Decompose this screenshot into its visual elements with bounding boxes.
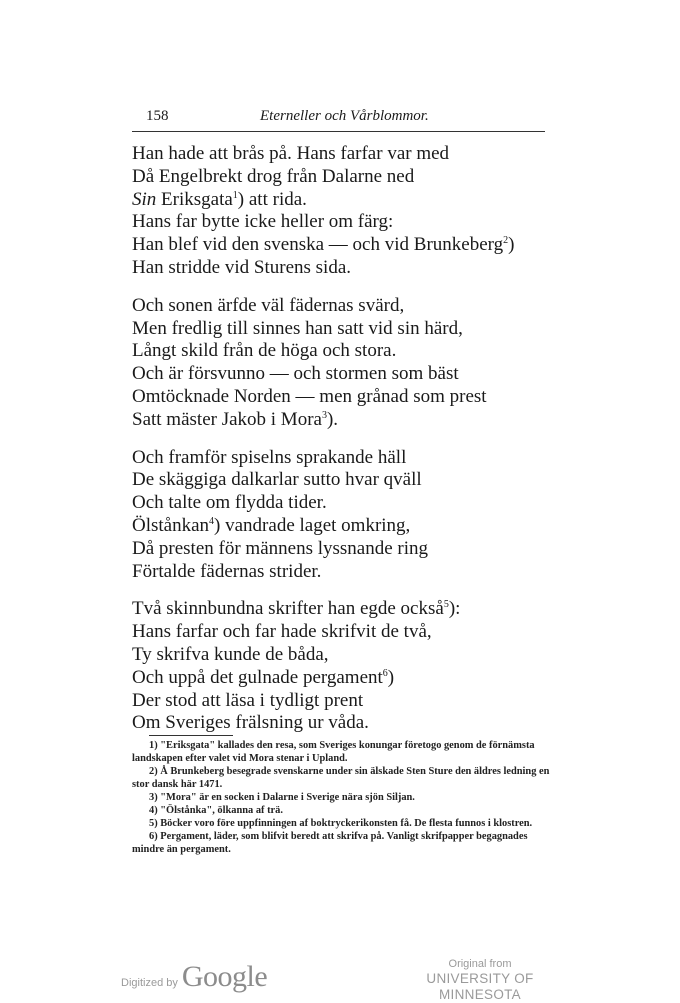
footnote-marker: 2 [503, 235, 509, 247]
institution-name: UNIVERSITY OF MINNESOTA [426, 971, 534, 1002]
footnote-marker: 1 [232, 189, 238, 201]
poem-line [132, 189, 552, 212]
footnote-marker: 4 [209, 515, 215, 527]
poem-line [132, 515, 552, 538]
poem-line: Ty skrifva kunde de båda, [132, 643, 329, 665]
poem-line: Och sonen ärfde väl fädernas svärd, [132, 294, 405, 316]
original-from-watermark [390, 958, 570, 1003]
poem-line [132, 234, 552, 257]
poem-line: Om Sveriges frälsning ur våda. [132, 712, 369, 734]
footnote: 3) "Mora" är en socken i Dalarne i Sverige nära sjön Siljan. [149, 792, 415, 803]
poem-line: Han stridde vid Sturens sida. [132, 256, 352, 278]
line-text: ) [508, 234, 515, 256]
line-text: ) att rida. [237, 188, 307, 210]
poem-line: Men fredlig till sinnes han satt vid sin härd, [132, 317, 463, 339]
page-header [132, 108, 544, 130]
line-text: Och uppå det gulnade pergament [132, 666, 383, 688]
line-text: ). [326, 408, 339, 430]
footnote-rule [149, 735, 233, 736]
poem-line: Och framför spiselns sprakande häll [132, 446, 407, 468]
stanza-3 [132, 447, 552, 584]
line-text: ) [387, 666, 395, 688]
italic-word: Sin [132, 188, 157, 210]
google-logo: Google [181, 960, 268, 993]
poem-line: Då presten för männens lyssnande ring [132, 537, 429, 559]
poem-line: Då Engelbrekt drog från Dalarne ned [132, 165, 415, 187]
line-text: ): [448, 598, 461, 620]
poem-line: Hans far bytte icke heller om färg: [132, 211, 394, 233]
stanza-4 [132, 598, 552, 735]
original-from-label: Original from [448, 958, 512, 970]
line-text: Han blef vid den svenska — och vid Brunkeberg [132, 234, 504, 256]
poem-line: Han hade att brås på. Hans farfar var med [132, 143, 450, 164]
poem-line: Hans farfar och far hade skrifvit de två, [132, 621, 432, 643]
poem-line: De skäggiga dalkarlar sutto hvar qväll [132, 469, 422, 491]
footnote-marker: 6 [382, 667, 388, 679]
footnotes [132, 739, 552, 856]
footnote-marker: 5 [443, 599, 449, 611]
footnote: 6) Pergament, läder, som blifvit beredt att skrifva på. Vanligt skrifpapper begagnades mindre än pergament. [132, 831, 528, 855]
footnote: 2) Å Brunkeberg besegrade svenskarne under sin älskade Sten Sture den äldres ledning en stor dansk här 1471. [132, 766, 550, 790]
header-rule [132, 131, 545, 132]
poem-line: Förtalde fädernas strider. [132, 560, 322, 582]
line-text: Ölstånkan [132, 514, 210, 536]
poem-line [132, 667, 552, 690]
line-text: Satt mäster Jakob i Mora [132, 408, 322, 430]
footnote: 5) Böcker voro före uppfinningen af boktryckerikonsten få. De flesta funnos i klostren. [149, 818, 533, 829]
poem-line: Och talte om flydda tider. [132, 492, 327, 514]
running-title: Eterneller och Vårblommor. [260, 108, 429, 124]
digitized-by-label: Digitized by [121, 977, 178, 989]
poem-line: Omtöcknade Norden — men grånad som prest [132, 385, 487, 407]
line-text: Eriksgata [156, 188, 233, 210]
page-number: 158 [146, 108, 169, 124]
poem [132, 143, 552, 735]
stanza-2 [132, 295, 552, 432]
line-text: ) vandrade laget omkring, [214, 514, 411, 536]
digitized-by-watermark [121, 960, 267, 994]
footnote: 4) "Ölstånka", ölkanna af trä. [149, 805, 283, 816]
footnote-marker: 3 [321, 409, 327, 421]
poem-line [132, 598, 552, 621]
line-text: Två skinnbundna skrifter han egde också [132, 598, 444, 620]
poem-line: Och är försvunno — och stormen som bäst [132, 363, 459, 385]
stanza-1 [132, 143, 552, 280]
poem-line: Långt skild från de höga och stora. [132, 340, 397, 362]
footnote: 1) "Eriksgata" kallades den resa, som Sveriges konungar företogo genom de förnämsta landskapen efter valet vid Mora stenar i Upland. [132, 740, 535, 764]
poem-line [132, 409, 552, 432]
poem-line: Der stod att läsa i tydligt prent [132, 689, 364, 711]
